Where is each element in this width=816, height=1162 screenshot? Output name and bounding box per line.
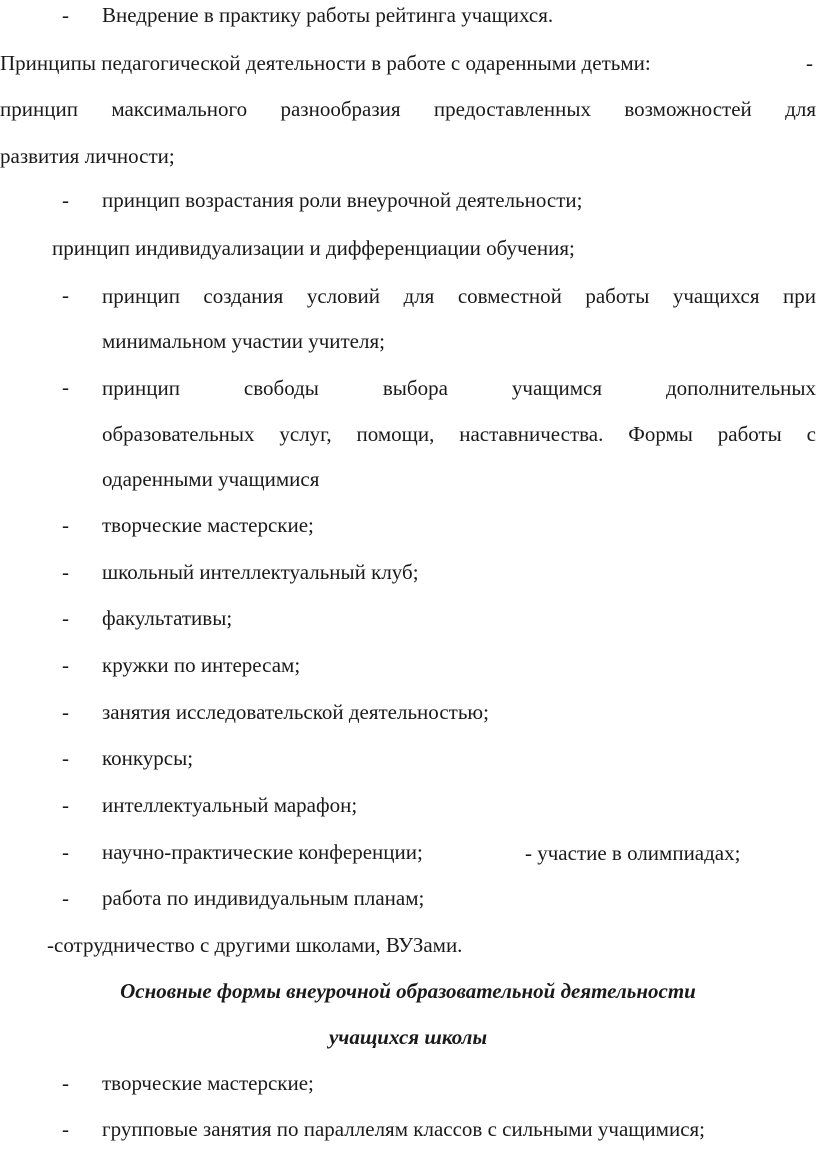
list-item: работа по индивидуальным планам; — [102, 886, 425, 910]
list-item-continuation: образовательных услуг, помощи, наставничества. Формы работы с — [102, 422, 816, 446]
list-item: принцип возрастания роли внеурочной деятельности; — [102, 188, 583, 212]
paragraph-text: Принципы педагогической деятельности в работе с одаренными детьми: — [0, 51, 651, 75]
section-heading: Основные формы внеурочной образовательной деятельности — [120, 979, 696, 1003]
list-item: принцип свободы выбора учащимся дополнительных — [102, 376, 816, 400]
list-item: кружки по интересам; — [102, 653, 301, 677]
list-dash: - — [62, 513, 69, 537]
list-item: интеллектуальный марафон; — [102, 793, 358, 817]
list-dash: - — [62, 653, 69, 677]
list-dash: - — [62, 793, 69, 817]
section-heading: учащихся школы — [328, 1025, 488, 1049]
list-dash: - — [62, 746, 69, 770]
list-dash: - — [62, 283, 69, 307]
list-item: школьный интеллектуальный клуб; — [102, 560, 419, 584]
list-item: творческие мастерские; — [102, 1071, 314, 1095]
list-item-continuation: минимальном участии учителя; — [102, 329, 385, 353]
list-item: конкурсы; — [102, 746, 194, 770]
list-dash: - — [62, 886, 69, 910]
list-item: - участие в олимпиадах; — [525, 841, 741, 865]
list-dash: - — [62, 840, 69, 864]
paragraph-text: развития личности; — [0, 144, 175, 168]
list-dash: - — [62, 375, 69, 399]
list-item: Внедрение в практику работы рейтинга учащихся. — [102, 3, 554, 27]
list-item: групповые занятия по параллелям классов с сильными учащимися; — [102, 1117, 706, 1141]
list-dash: - — [806, 51, 813, 75]
list-dash: - — [62, 1117, 69, 1141]
list-dash: - — [62, 560, 69, 584]
list-item: занятия исследовательской деятельностью; — [102, 700, 489, 724]
paragraph-text: принцип максимального разнообразия предоставленных возможностей для — [0, 97, 816, 121]
list-dash: - — [62, 1071, 69, 1095]
list-item-continuation: одаренными учащимися — [102, 467, 320, 491]
list-item: принцип индивидуализации и дифференциации обучения; — [52, 236, 575, 260]
list-dash: - — [62, 606, 69, 630]
list-item: научно-практические конференции; — [102, 840, 423, 864]
list-item: творческие мастерские; — [102, 513, 314, 537]
list-item: -сотрудничество с другими школами, ВУЗами. — [47, 933, 463, 957]
list-item: факультативы; — [102, 606, 233, 630]
list-dash: - — [62, 700, 69, 724]
list-item: принцип создания условий для совместной работы учащихся при — [102, 284, 816, 308]
list-dash: - — [62, 3, 69, 27]
list-dash: - — [62, 188, 69, 212]
